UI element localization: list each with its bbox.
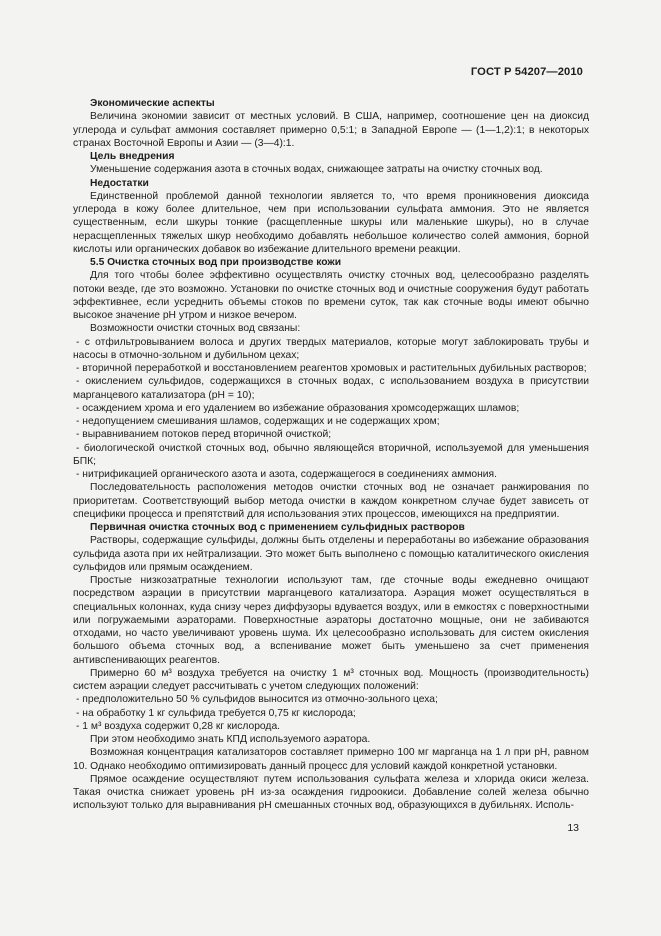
list-item: - предположительно 50 % сульфидов выносится из отмочно-зольного цеха; [76,694,438,706]
paragraph: Возможности очистки сточных вод связаны: [90,323,301,335]
document-body [73,97,589,813]
list-item: - недопущением смешивания шламов, содержащих и не содержащих хром; [76,416,440,427]
list-item: - 1 м³ воздуха содержит 0,28 кг кислорода. [76,720,281,732]
list-item: - выравниванием потоков перед вторичной очисткой; [76,429,332,441]
list-item: - осаждением хрома и его удалением во избежание образования хромсодержащих шламов; [76,402,520,414]
paragraph: Прямое осаждение осуществляют путем использования сульфата железа и хлорида окиси железа. Такая очистка снижает уровень pH из-за осаждения гидроокиси. Добавление солей железа обычно используют только для выравнивания pH смешанных сточных вод, образующихся в дубильнях. Исполь- [73,773,589,812]
list-item: - с отфильтровыванием волоса и других твердых материалов, которые могут заблокировать трубы и насосы в отмочно-зольном и дубильном цехах; [73,336,589,361]
section-heading: 5.5 Очистка сточных вод при производстве кожи [90,257,342,268]
paragraph: Последовательность расположения методов очистки сточных вод не означает ранжирования по приоритетам. Соответствующий выбор метода очистки в каждом конкретном случае будет зависеть от специфики процесса и препятствий для использования этих процессов, имеющихся на предприятии. [73,482,589,520]
section-heading: Экономические аспекты [90,98,215,109]
section-heading: Первичная очистка сточных вод с применением сульфидных растворов [90,522,465,533]
list-item: - окислением сульфидов, содержащихся в сточных водах, с использованием воздуха в присутствии марганцевого катализатора (pH = 10); [73,376,589,401]
list-item: - биологической очисткой сточных вод, обычно являющейся вторичной, используемой для уменьшения БПК; [73,442,589,467]
section-heading: Цель внедрения [90,151,175,162]
paragraph: Единственной проблемой данной технологии является то, что время проникновения диоксида углерода в кожу более длительное, чем при использовании сульфата аммония. Это не является существенным, если шкуры тонкие (расщепленные шкуры или маленькие шкуры), но в случае нерасщепленных тяжелых шкур необходимо добавлять небольшое количество солей аммония, борной кислоты или органических добавок во избежание длительного времени реакции. [73,190,589,255]
page-number: 13 [567,822,579,834]
section-heading: Недостатки [90,177,149,189]
paragraph: Уменьшение содержания азота в сточных водах, снижающее затраты на очистку сточных вод. [90,164,543,176]
paragraph: Возможная концентрация катализаторов составляет примерно 100 мг марганца на 1 л при pH, равном 10. Однако необходимо оптимизировать данный процесс для условий каждой конкретной установки. [73,747,589,772]
list-item: - нитрификацией органического азота и азота, содержащегося в соединениях аммония. [76,469,497,480]
paragraph: При этом необходимо знать КПД используемого аэратора. [90,734,371,745]
list-item: - вторичной переработкой и восстановлением реагентов хромовых и растительных дубильных растворов; [76,363,587,374]
paragraph: Примерно 60 м³ воздуха требуется на очистку 1 м³ сточных вод. Мощность (производительность) систем аэрации следует рассчитывать с учетом следующих положений: [73,667,589,692]
paragraph: Растворы, содержащие сульфиды, должны быть отделены и переработаны во избежание образования сульфида азота при их нейтрализации. Это может быть выполнено с помощью каталитического окисления сульфидов или прямым осаждением. [73,535,589,573]
paragraph: Простые низкозатратные технологии используют там, где сточные воды ежедневно очищают посредством аэрации в присутствии марганцевого катализатора. Аэрация может осуществляться в специальных колоннах, куда снизу через диффузоры вдувается воздух, или в емкостях с поверхностными или погружаемыми аэраторами. Поверхностные аэраторы достаточно мощные, они не забиваются отходами, но часто увеличивают уровень шума. Их целесообразно использовать для систем окисления большого объема сточных вод, а вспенивание может быть уменьшено за счет применения антивспенивающих реагентов. [73,575,589,666]
paragraph: Величина экономии зависит от местных условий. В США, например, соотношение цен на диоксид углерода и сульфат аммония составляет примерно 0,5:1; в Западной Европе — (1—1,2):1; в некоторых странах Восточной Европы и Азии — (3—4):1. [73,111,589,149]
list-item: - на обработку 1 кг сульфида требуется 0,75 кг кислорода; [76,707,356,719]
standard-number: ГОСТ Р 54207—2010 [470,66,583,78]
paragraph: Для того чтобы более эффективно осуществлять очистку сточных вод, целесообразно разделять потоки везде, где это возможно. Установки по очистке сточных вод и очистные сооружения будут работать эффективнее, если усреднить объемы стоков по времени суток, так как сточные воды имеют обычно высокое значение pH утром и низкое вечером. [73,270,589,321]
